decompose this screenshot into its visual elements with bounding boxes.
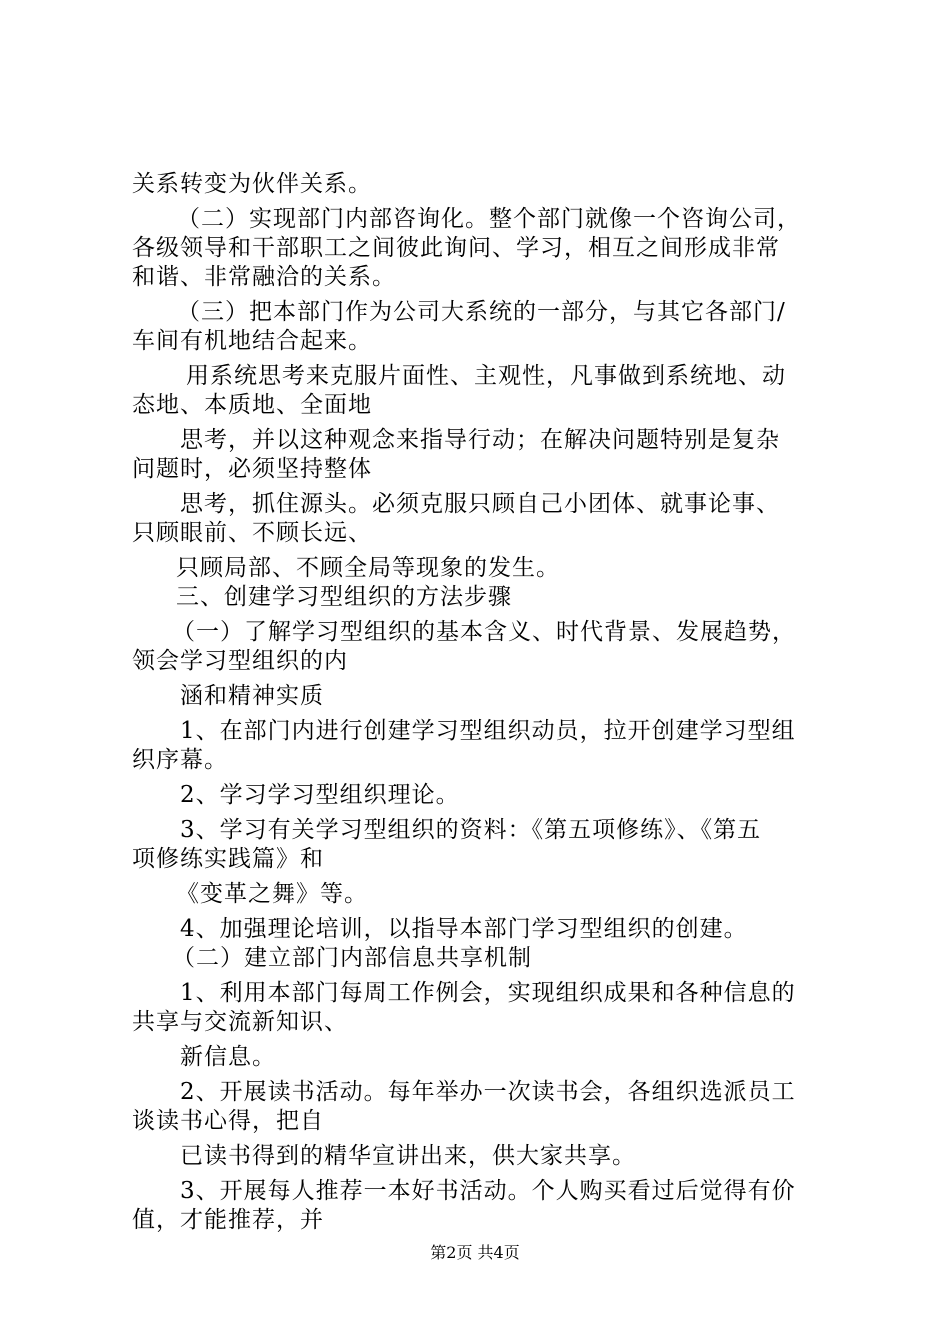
text-line: 1、利用本部门每周工作例会，实现组织成果和各种信息的 xyxy=(180,980,796,1006)
text-line: （二）实现部门内部咨询化。整个部门就像一个咨询公司， xyxy=(177,206,801,232)
text-line: （二）建立部门内部信息共享机制 xyxy=(172,945,532,971)
text-line: 关系转变为伙伴关系。 xyxy=(132,171,372,197)
text-line: 1、在部门内进行创建学习型组织动员，拉开创建学习型组 xyxy=(180,718,796,744)
text-line: 新信息。 xyxy=(180,1044,276,1070)
text-line: 领会学习型组织的内 xyxy=(132,648,348,674)
text-line: 3、学习有关学习型组织的资料：《第五项修练》、《第五 xyxy=(180,817,762,843)
text-line: 用系统思考来克服片面性、主观性，凡事做到系统地、动 xyxy=(186,363,786,389)
text-line: 已读书得到的精华宣讲出来，供大家共享。 xyxy=(180,1143,636,1169)
text-line: 只顾局部、不顾全局等现象的发生。 xyxy=(176,555,560,581)
text-line: 态地、本质地、全面地 xyxy=(132,392,372,418)
text-line: 值，才能推荐，并 xyxy=(132,1207,324,1233)
text-line: 和谐、非常融洽的关系。 xyxy=(132,264,396,290)
page-footer: 第2页 共4页 xyxy=(430,1243,520,1262)
text-line: 涵和精神实质 xyxy=(180,683,324,709)
document-body xyxy=(132,170,832,1235)
text-line: 2、开展读书活动。每年举办一次读书会，各组织选派员工 xyxy=(180,1079,796,1105)
text-line: 思考，抓住源头。必须克服只顾自己小团体、就事论事、 xyxy=(180,491,780,517)
text-line: 4、加强理论培训，以指导本部门学习型组织的创建。 xyxy=(180,916,748,942)
text-line: （三）把本部门作为公司大系统的一部分，与其它各部门/ xyxy=(177,299,786,325)
text-line: 三、创建学习型组织的方法步骤 xyxy=(176,584,512,610)
text-line: 2、学习学习型组织理论。 xyxy=(180,782,460,808)
text-line: 只顾眼前、不顾长远、 xyxy=(132,520,372,546)
text-line: 思考，并以这种观念来指导行动；在解决问题特别是复杂 xyxy=(180,427,780,453)
text-line: 织序幕。 xyxy=(132,747,228,773)
text-line: 各级领导和干部职工之间彼此询问、学习，相互之间形成非常 xyxy=(132,235,780,261)
text-line: 《变革之舞》等。 xyxy=(176,881,368,907)
text-line: 共享与交流新知识、 xyxy=(132,1009,348,1035)
text-line: 3、开展每人推荐一本好书活动。个人购买看过后觉得有价 xyxy=(180,1178,796,1204)
text-line: 问题时，必须坚持整体 xyxy=(132,456,372,482)
text-line: 谈读书心得，把自 xyxy=(132,1108,324,1134)
text-line: （一）了解学习型组织的基本含义、时代背景、发展趋势， xyxy=(172,619,796,645)
text-line: 车间有机地结合起来。 xyxy=(132,328,372,354)
text-line: 项修练实践篇》和 xyxy=(132,846,324,872)
